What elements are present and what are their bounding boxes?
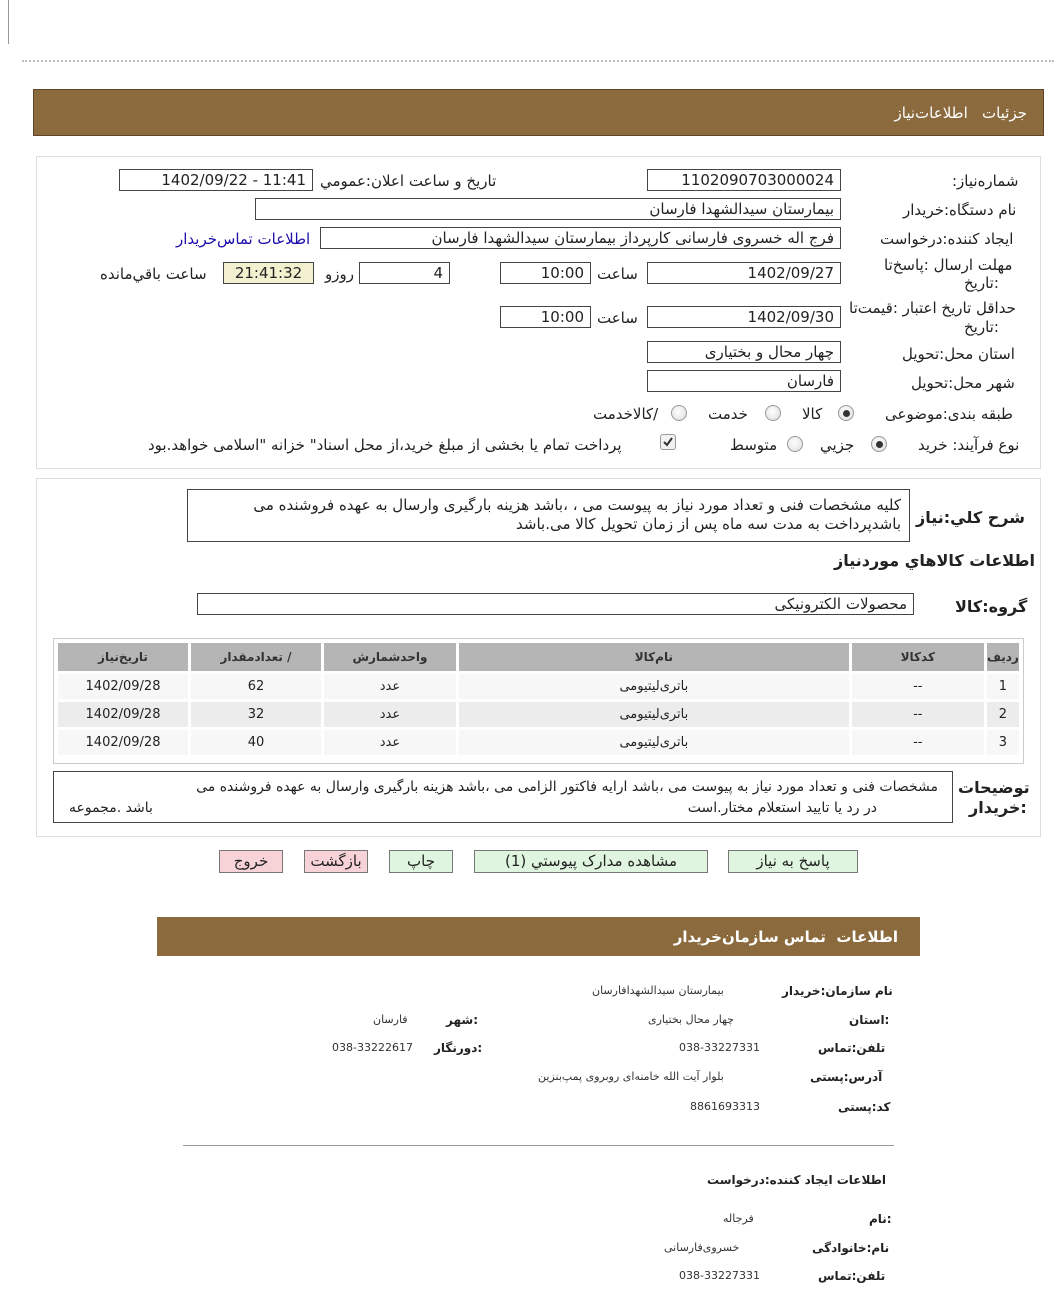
print-button[interactable]: چاپ (389, 850, 453, 873)
header-title: جزئیات اطلاعات‌نیاز (894, 104, 1027, 122)
contact-divider (183, 1145, 894, 1146)
province-field: چهار محال و بختیاری (647, 341, 841, 363)
creator-section-title: اطلاعات ایجاد کننده:درخواست (707, 1173, 887, 1187)
process-medium-radio[interactable] (787, 436, 803, 452)
contact-buyer-link[interactable]: اطلاعات تماس‌خریدار (176, 230, 311, 248)
validity-label: حداقل تاریخ اعتبار :قیمت‌تا (849, 299, 1016, 317)
need-date-cell: 1402/09/28 (58, 730, 188, 755)
process-label: نوع فرآیند: خرید (918, 436, 1020, 454)
contact-province-label: :استان (849, 1013, 890, 1027)
need-number-field: 1102090703000024 (647, 169, 841, 191)
creator-field: فرج اله خسروی فارسانی کارپرداز بیمارستان سیدالشهدا فارسان (320, 227, 841, 249)
buyer-notes-line-2b: در رد یا تایید استعلام مختار.است (687, 800, 877, 816)
buyer-notes-line-1: مشخصات فنی و تعداد مورد نیاز به پیوست می ،باشد ارایه فاکتور الزامی می ،باشد هزینه بارگیری وارسال به عهده فروشنده می (196, 779, 938, 795)
category-goods-service-label: /کالاخدمت (593, 405, 659, 423)
unit-cell: عدد (324, 674, 456, 699)
col-row-number: ردیف (987, 643, 1019, 671)
phone-label: تلفن:تماس (818, 1041, 886, 1055)
buyer-notes-label-2: :خریدار (969, 798, 1027, 817)
creator-name-label: :نام (869, 1212, 892, 1226)
fax-label: :دورنگار (434, 1041, 483, 1055)
item-code-cell: -- (852, 730, 984, 755)
buyer-notes-box (53, 771, 953, 823)
validity-time-field: 10:00 (500, 306, 591, 328)
description-line-2: باشدپرداخت به مدت سه ماه پس از زمان تحویل کالا می.باشد (516, 515, 901, 533)
contact-province-value: چهار محال بختیاری (648, 1013, 734, 1026)
quantity-cell: 32 (191, 702, 321, 727)
payment-note: پرداخت تمام یا بخشی از مبلغ خرید،از محل اسناد" خزانه "اسلامی خواهد.بود (148, 436, 622, 454)
org-label: نام سازمان:خریدار (782, 984, 893, 998)
checkmark-icon (662, 436, 674, 448)
header-bar (33, 89, 1044, 136)
goods-table-header (58, 643, 1019, 671)
payment-checkbox[interactable] (660, 434, 676, 450)
remaining-time-field: 21:41:32 (223, 262, 314, 284)
remaining-label: ساعت باقي‌مانده (100, 265, 207, 283)
goods-group-field: محصولات الکترونیکی (197, 593, 914, 615)
item-code-cell: -- (852, 674, 984, 699)
category-goods-service-radio[interactable] (671, 405, 687, 421)
buyer-org-field: بیمارستان سیدالشهدا فارسان (255, 198, 841, 220)
creator-label: ایجاد کننده:درخواست (880, 230, 1014, 248)
announce-field: 1402/09/22 - 11:41 (119, 169, 313, 191)
creator-phone-value: 038-33227331 (679, 1269, 760, 1282)
need-number-label: شماره‌نیاز: (952, 172, 1019, 190)
goods-table-wrap (53, 638, 1024, 764)
buyer-org-label: نام دستگاه:خریدار (903, 201, 1017, 219)
category-goods-label: کالا (802, 405, 823, 423)
exit-button[interactable]: خروج (219, 850, 283, 873)
deadline-time-field: 10:00 (500, 262, 591, 284)
goods-section-title: اطلاعات کالاهاي موردنیاز (834, 551, 1035, 570)
validity-date-field: 1402/09/30 (647, 306, 841, 328)
row-number-cell: 2 (987, 702, 1019, 727)
description-line-1: کلیه مشخصات فنی و تعداد مورد نیاز به پیوست می ، ،باشد هزینه بارگیری وارسال به عهده فروشنده می (253, 496, 901, 514)
need-date-cell: 1402/09/28 (58, 674, 188, 699)
description-box (187, 489, 910, 542)
back-button[interactable]: بازگشت (304, 850, 368, 873)
table-row (58, 702, 1019, 727)
creator-name-value: فرجاله (723, 1212, 754, 1225)
item-name-cell: باتری‌لیتیومی (459, 702, 849, 727)
contact-city-value: فارسان (373, 1013, 408, 1026)
province-label: استان محل:تحویل (902, 345, 1015, 363)
contact-title: اطلاعات تماس سازمان‌خریدار (673, 928, 898, 946)
deadline-label: مهلت ارسال :پاسخ‌تا (884, 256, 1013, 274)
org-value: بیمارستان سیدالشهدافارسان (592, 984, 724, 997)
process-medium-label: متوسط (730, 436, 778, 454)
item-code-cell: -- (852, 702, 984, 727)
item-name-cell: باتری‌لیتیومی (459, 674, 849, 699)
process-minor-label: جزیي (820, 436, 855, 454)
quantity-cell: 62 (191, 674, 321, 699)
row-number-cell: 1 (987, 674, 1019, 699)
row-number-cell: 3 (987, 730, 1019, 755)
validity-label-2: :تاریخ (964, 318, 999, 336)
postal-label: کد:پستی (838, 1100, 891, 1114)
unit-cell: عدد (324, 730, 456, 755)
attachments-button[interactable]: مشاهده مدارک پیوستي (1) (474, 850, 708, 873)
reply-button[interactable]: پاسخ به نیاز (728, 850, 858, 873)
deadline-date-field: 1402/09/27 (647, 262, 841, 284)
goods-table (55, 640, 1022, 758)
quantity-cell: 40 (191, 730, 321, 755)
creator-phone-label: تلفن:تماس (818, 1269, 886, 1283)
city-field: فارسان (647, 370, 841, 392)
phone-value: 038-33227331 (679, 1041, 760, 1054)
table-row (58, 674, 1019, 699)
validity-time-label: ساعت (597, 309, 638, 327)
fax-value: 038-33222617 (332, 1041, 413, 1054)
col-unit: واحدشمارش (324, 643, 456, 671)
days-label: روزو (325, 265, 354, 283)
category-service-radio[interactable] (765, 405, 781, 421)
col-need-date: تاریخ‌نیاز (58, 643, 188, 671)
need-date-cell: 1402/09/28 (58, 702, 188, 727)
col-quantity: / تعدادمقدار (191, 643, 321, 671)
deadline-time-label: ساعت (597, 265, 638, 283)
creator-family-label: نام:خانوادگی (812, 1241, 890, 1255)
category-label: طبقه بندی:موضوعی (885, 405, 1013, 423)
category-goods-radio[interactable] (838, 405, 854, 421)
top-divider (22, 60, 1054, 62)
table-row (58, 730, 1019, 755)
creator-family-value: خسروی‌فارسانی (664, 1241, 740, 1254)
postal-value: 8861693313 (690, 1100, 760, 1113)
city-label: شهر محل:تحویل (911, 374, 1015, 392)
description-label: شرح کلي:نیاز (916, 508, 1025, 527)
process-minor-radio[interactable] (871, 436, 887, 452)
col-item-name: نام‌کالا (459, 643, 849, 671)
goods-group-label: گروه:کالا (955, 597, 1028, 616)
left-border-line (8, 0, 9, 44)
unit-cell: عدد (324, 702, 456, 727)
col-item-code: کدکالا (852, 643, 984, 671)
item-name-cell: باتری‌لیتیومی (459, 730, 849, 755)
address-value: بلوار آیت الله خامنه‌ای روبروی پمپ‌بنزین (538, 1070, 724, 1083)
buyer-notes-label: توضیحات (958, 778, 1030, 797)
days-field: 4 (359, 262, 450, 284)
buyer-notes-line-2a: باشد .مجموعه (69, 800, 153, 816)
category-service-label: خدمت (708, 405, 748, 423)
contact-header (157, 917, 920, 956)
address-label: آدرس:پستی (810, 1070, 883, 1084)
deadline-label-2: :تاریخ (964, 274, 999, 292)
announce-label: تاریخ و ساعت اعلان:عمومي (320, 172, 497, 190)
contact-city-label: :شهر (446, 1013, 478, 1027)
